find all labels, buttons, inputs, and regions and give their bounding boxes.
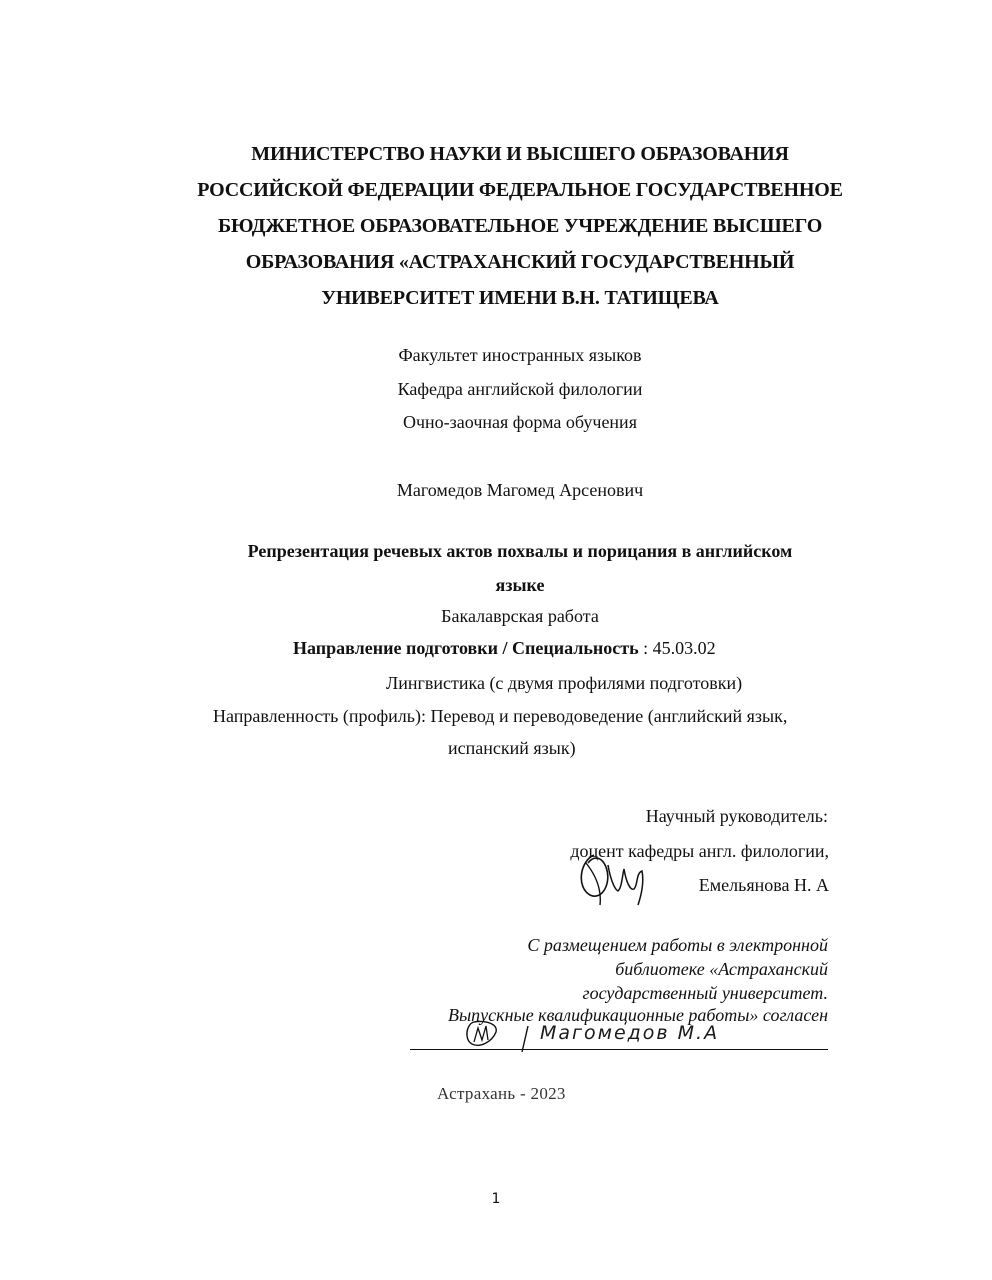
study-form: Очно-заочная форма обучения [403,412,637,432]
profile-line-1: Направленность (профиль): Перевод и переводоведение (английский язык, [213,706,788,726]
direction-code: : 45.03.02 [638,638,716,658]
faculty-name: Факультет иностранных языков [398,345,642,365]
ministry-header [120,136,920,316]
header-line-1: МИНИСТЕРСТВО НАУКИ И ВЫСШЕГО ОБРАЗОВАНИЯ [251,143,789,165]
thesis-title-line-1: Репрезентация речевых актов похвалы и порицания в английском [247,541,793,561]
author-name: Магомедов Магомед Арсенович [396,480,644,500]
supervisor-label: Научный руководитель: [645,806,828,826]
page-number: 1 [491,1191,501,1207]
student-signature [462,1016,502,1050]
supervisor-position: доцент кафедры англ. филологии, [570,841,829,861]
signature-underline [410,1049,828,1050]
thesis-title-line-2: языке [495,575,545,595]
profile-line-2: испанский язык) [448,738,576,758]
consent-line-1: С размещением работы в электронной [527,935,828,955]
consent-line-2: библиотеке «Астраханский [615,959,828,979]
direction-label: Направление подготовки / Специальность [293,638,639,658]
handwritten-student-name: Магомедов М.А [540,1022,720,1044]
header-line-2: РОССИЙСКОЙ ФЕДЕРАЦИИ ФЕДЕРАЛЬНОЕ ГОСУДАРСТВЕННОЕ [197,179,843,201]
direction-name: Лингвистика (с двумя профилями подготовки) [386,673,743,693]
consent-line-3: государственный университет. [582,983,828,1003]
direction-line [293,638,716,659]
supervisor-signature [572,843,652,913]
supervisor-name: Емельянова Н. А [698,875,829,895]
header-line-5: УНИВЕРСИТЕТ ИМЕНИ В.Н. ТАТИЩЕВА [321,287,719,309]
department-name: Кафедра английской филологии [397,379,643,399]
consent-line-4: Выпускные квалификационные работы» согласен [447,1005,828,1025]
city-year: Астрахань - 2023 [437,1084,566,1103]
header-line-3: БЮДЖЕТНОЕ ОБРАЗОВАТЕЛЬНОЕ УЧРЕЖДЕНИЕ ВЫСШЕГО [217,215,823,237]
thesis-type: Бакалаврская работа [441,606,599,626]
header-line-4: ОБРАЗОВАНИЯ «АСТРАХАНСКИЙ ГОСУДАРСТВЕННЫЙ [245,251,795,273]
